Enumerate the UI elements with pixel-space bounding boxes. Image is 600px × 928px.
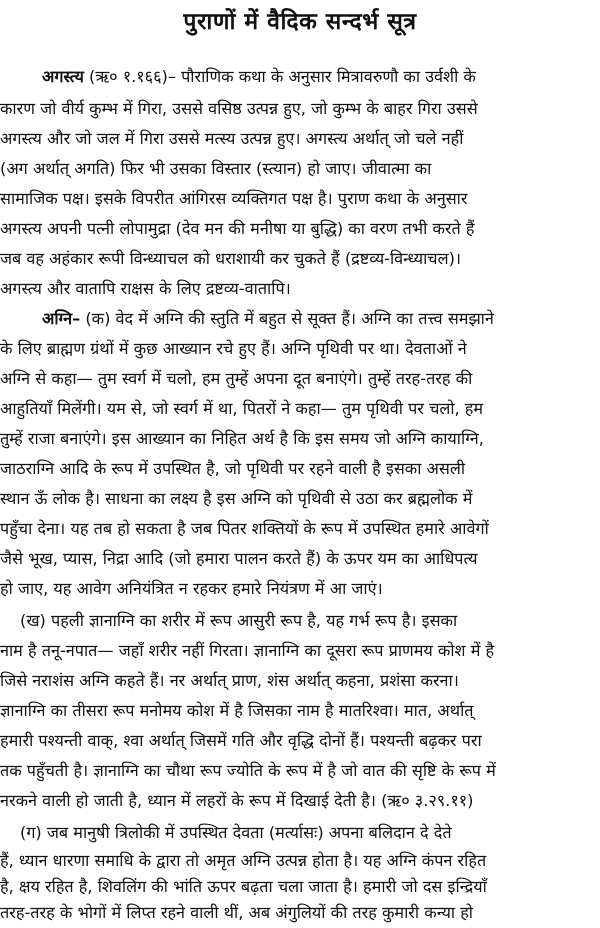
page-title: पुराणों में वैदिक सन्दर्भ सूत्र [183, 9, 417, 35]
kha-line-2: जिसे नराशंस अग्नि कहते हैं। नर अर्थात् प्राण, शंस अर्थात् कहना, प्रशंसा करना। [0, 671, 459, 690]
agni-line-2: अग्नि से कहा— तुम स्वर्ग में चलो, हम तुम्हें अपना दूत बनाएंगे। तुम्हें तरह-तरह की [0, 369, 473, 388]
agni-line-5: जाठराग्नि आदि के रूप में उपस्थित है, जो पृथिवी पर रहने वाली है इसका असली [0, 459, 466, 478]
agni-line-1: के लिए ब्राह्मण ग्रंथों में कुछ आख्यान रचे हुए हैं। अग्नि पृथिवी पर था। देवताओं ने [0, 339, 467, 358]
kha-line-5: तक पहुँचती है। ज्ञानाग्नि का चौथा रूप ज्योति के रूप में है जो वात की सृष्टि के रूप में [0, 761, 496, 780]
agastya-line-0 [42, 62, 600, 92]
agni-line-9: हो जाए, यह आवेग अनियंत्रित न रहकर हमारे नियंत्रण में आ जाएं। [0, 579, 383, 598]
ga-line-0: (ग) जब मानुषी त्रिलोकी में उपस्थित देवता (मर्त्यासः) अपना बलिदान दे देते [20, 823, 452, 842]
agastya-term: अगस्त्य [42, 67, 84, 86]
kha-line-6: नरकने वाली हो जाती है, ध्यान में लहरों के रूप में दिखाई देती है। (ऋ० ३.२९.११) [0, 791, 474, 810]
agastya-line-5: अगस्त्य अपनी पत्नी लोपामुद्रा (देव मन की मनीषा या बुद्धि) का वरण तभी करते हैं [0, 219, 475, 238]
agastya-line-6: जब वह अहंकार रूपी विन्ध्याचल को धराशायी कर चुकते हैं (द्रष्टव्य-विन्ध्याचल)। [0, 249, 462, 268]
agastya-line-3: (अग अर्थात् अगति) फिर भी उसका विस्तार (स्त्यान) हो जाए। जीवात्मा का [0, 159, 432, 178]
ga-line-2: है, क्षय रहित है, शिवलिंग की भांति ऊपर बढ़ता चला जाता है। हमारी जो दस इन्द्रियाँ [0, 877, 487, 896]
agastya-text: (ऋ० १.१६६)– पौराणिक कथा के अनुसार मित्रावरुणौ का उर्वशी के [83, 67, 476, 86]
kha-line-0: (ख) पहली ज्ञानाग्नि का शरीर में रूप आसुरी रूप है, यह गर्भ रूप है। इसका [20, 611, 458, 630]
agni-line-3: आहुतियाँ मिलेंगी। यम से, जो स्वर्ग में था, पितरों ने कहा— तुम पृथिवी पर चलो, हम [0, 399, 484, 418]
agni-term: अग्नि– [42, 309, 81, 328]
ga-line-3: तरह-तरह के भोगों में लिप्त रहने वाली थीं, अब अंगुलियों की तरह कुमारी कन्या हो [0, 903, 473, 922]
agni-text: (क) वेद में अग्नि की स्तुति में बहुत से सूक्त हैं। अग्नि का तत्त्व समझाने [80, 309, 494, 328]
agni-line-7: पहुँचा देना। यह तब हो सकता है जब पितर शक्तियों के रूप में उपस्थित हमारे आवेगों [0, 519, 489, 538]
ga-line-1: हैं, ध्यान धारणा समाधि के द्वारा तो अमृत अग्नि उत्पन्न होता है। यह अग्नि कंपन रहित [0, 851, 487, 870]
kha-line-1: नाम है तनू-नपात— जहाँ शरीर नहीं गिरता। ज्ञानाग्नि का दूसरा रूप प्राणमय कोश में है [0, 641, 495, 660]
agastya-line-1: कारण जो वीर्य कुम्भ में गिरा, उससे वसिष्ठ उत्पन्न हुए, जो कुम्भ के बाहर गिरा उससे [0, 99, 478, 118]
agastya-line-4: सामाजिक पक्ष। इसके विपरीत आंगिरस व्यक्तिगत पक्ष है। पुराण कथा के अनुसार [0, 189, 468, 208]
kha-line-4: हमारी पश्यन्ती वाक्, श्वा अर्थात् जिसमें गति और वृद्धि दोनों हैं। पश्यन्ती बढ़कर परा [0, 731, 482, 750]
agni-line-4: तुम्हें राजा बनाएंगे। इस आख्यान का निहित अर्थ है कि इस समय जो अग्नि कायाग्नि, [0, 429, 484, 448]
agni-line-0 [42, 304, 600, 334]
agastya-line-7: अगस्त्य और वातापि राक्षस के लिए द्रष्टव्य-वातापि। [0, 279, 291, 298]
agni-line-8: जैसे भूख, प्यास, निद्रा आदि (जो हमारा पालन करते हैं) के ऊपर यम का आधिपत्य [0, 549, 478, 568]
agastya-line-2: अगस्त्य और जो जल में गिरा उससे मत्स्य उत्पन्न हुए। अगस्त्य अर्थात् जो चले नहीं [0, 129, 464, 148]
agni-line-6: स्थान ऊँ लोक है। साधना का लक्ष्य है इस अग्नि को पृथिवी से उठा कर ब्रह्मलोक में [0, 489, 473, 508]
kha-line-3: ज्ञानाग्नि का तीसरा रूप मनोमय कोश में है जिसका नाम है मातरिश्वा। मात, अर्थात् [0, 701, 474, 720]
